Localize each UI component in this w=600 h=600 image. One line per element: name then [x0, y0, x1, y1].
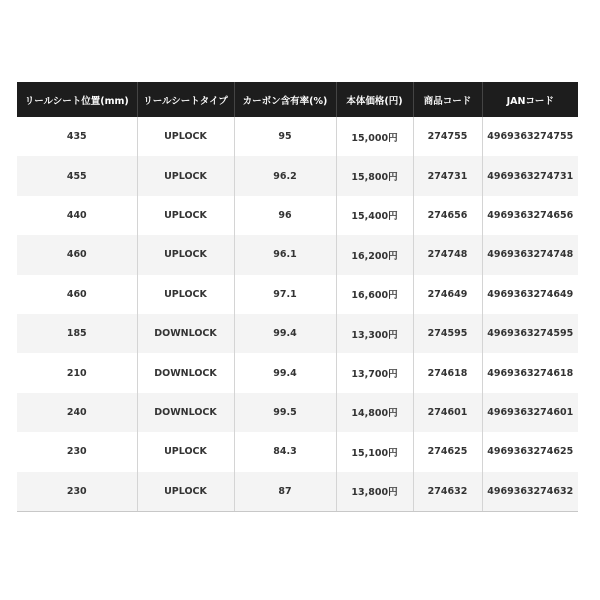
- cell-jan-code: 4969363274755: [482, 117, 578, 156]
- cell-reel-seat-type: UPLOCK: [137, 117, 234, 156]
- cell-reel-seat-type: UPLOCK: [137, 275, 234, 314]
- header-carbon-content: カーボン含有率(%): [234, 82, 336, 117]
- cell-jan-code: 4969363274625: [482, 432, 578, 471]
- cell-jan-code: 4969363274748: [482, 235, 578, 274]
- header-jan-code: JANコード: [482, 82, 578, 117]
- cell-product-code: 274595: [413, 314, 482, 353]
- cell-carbon-content: 95: [234, 117, 336, 156]
- cell-carbon-content: 99.4: [234, 314, 336, 353]
- cell-reel-seat-type: UPLOCK: [137, 432, 234, 471]
- cell-price: 15,100円: [336, 432, 413, 471]
- cell-reel-seat-position: 435: [17, 117, 137, 156]
- header-reel-seat-position: リールシート位置(mm): [17, 82, 137, 117]
- cell-price: 15,400円: [336, 196, 413, 235]
- table-row: [17, 472, 578, 512]
- cell-price: 15,800円: [336, 156, 413, 195]
- header-reel-seat-type: リールシートタイプ: [137, 82, 234, 117]
- cell-product-code: 274618: [413, 353, 482, 392]
- cell-price: 13,300円: [336, 314, 413, 353]
- cell-product-code: 274625: [413, 432, 482, 471]
- cell-jan-code: 4969363274595: [482, 314, 578, 353]
- cell-product-code: 274748: [413, 235, 482, 274]
- cell-reel-seat-position: 440: [17, 196, 137, 235]
- cell-jan-code: 4969363274656: [482, 196, 578, 235]
- cell-reel-seat-type: DOWNLOCK: [137, 393, 234, 432]
- cell-reel-seat-type: UPLOCK: [137, 235, 234, 274]
- cell-jan-code: 4969363274632: [482, 472, 578, 512]
- table-row: [17, 432, 578, 471]
- cell-jan-code: 4969363274601: [482, 393, 578, 432]
- cell-product-code: 274649: [413, 275, 482, 314]
- cell-reel-seat-type: DOWNLOCK: [137, 353, 234, 392]
- cell-price: 13,800円: [336, 472, 413, 512]
- cell-price: 13,700円: [336, 353, 413, 392]
- cell-reel-seat-type: UPLOCK: [137, 196, 234, 235]
- cell-reel-seat-position: 460: [17, 235, 137, 274]
- header-price: 本体価格(円): [336, 82, 413, 117]
- cell-price: 15,000円: [336, 117, 413, 156]
- table-body: [17, 117, 578, 511]
- cell-reel-seat-type: DOWNLOCK: [137, 314, 234, 353]
- cell-reel-seat-position: 230: [17, 472, 137, 512]
- cell-carbon-content: 96: [234, 196, 336, 235]
- cell-product-code: 274601: [413, 393, 482, 432]
- cell-carbon-content: 96.1: [234, 235, 336, 274]
- cell-price: 16,600円: [336, 275, 413, 314]
- cell-carbon-content: 84.3: [234, 432, 336, 471]
- cell-reel-seat-type: UPLOCK: [137, 472, 234, 512]
- table-header: [17, 82, 578, 117]
- table-row: [17, 156, 578, 195]
- cell-price: 16,200円: [336, 235, 413, 274]
- header-row: [17, 82, 578, 117]
- table-row: [17, 196, 578, 235]
- table-row: [17, 353, 578, 392]
- cell-product-code: 274632: [413, 472, 482, 512]
- cell-jan-code: 4969363274618: [482, 353, 578, 392]
- cell-jan-code: 4969363274649: [482, 275, 578, 314]
- cell-reel-seat-position: 185: [17, 314, 137, 353]
- cell-reel-seat-position: 240: [17, 393, 137, 432]
- table-row: [17, 393, 578, 432]
- table-row: [17, 235, 578, 274]
- cell-reel-seat-type: UPLOCK: [137, 156, 234, 195]
- cell-carbon-content: 96.2: [234, 156, 336, 195]
- cell-reel-seat-position: 210: [17, 353, 137, 392]
- cell-carbon-content: 99.5: [234, 393, 336, 432]
- cell-reel-seat-position: 460: [17, 275, 137, 314]
- cell-carbon-content: 97.1: [234, 275, 336, 314]
- table-row: [17, 314, 578, 353]
- cell-product-code: 274731: [413, 156, 482, 195]
- table-row: [17, 275, 578, 314]
- table-row: [17, 117, 578, 156]
- header-product-code: 商品コード: [413, 82, 482, 117]
- cell-carbon-content: 87: [234, 472, 336, 512]
- cell-reel-seat-position: 455: [17, 156, 137, 195]
- cell-price: 14,800円: [336, 393, 413, 432]
- spec-table: [17, 82, 578, 512]
- cell-carbon-content: 99.4: [234, 353, 336, 392]
- cell-product-code: 274656: [413, 196, 482, 235]
- cell-product-code: 274755: [413, 117, 482, 156]
- cell-reel-seat-position: 230: [17, 432, 137, 471]
- cell-jan-code: 4969363274731: [482, 156, 578, 195]
